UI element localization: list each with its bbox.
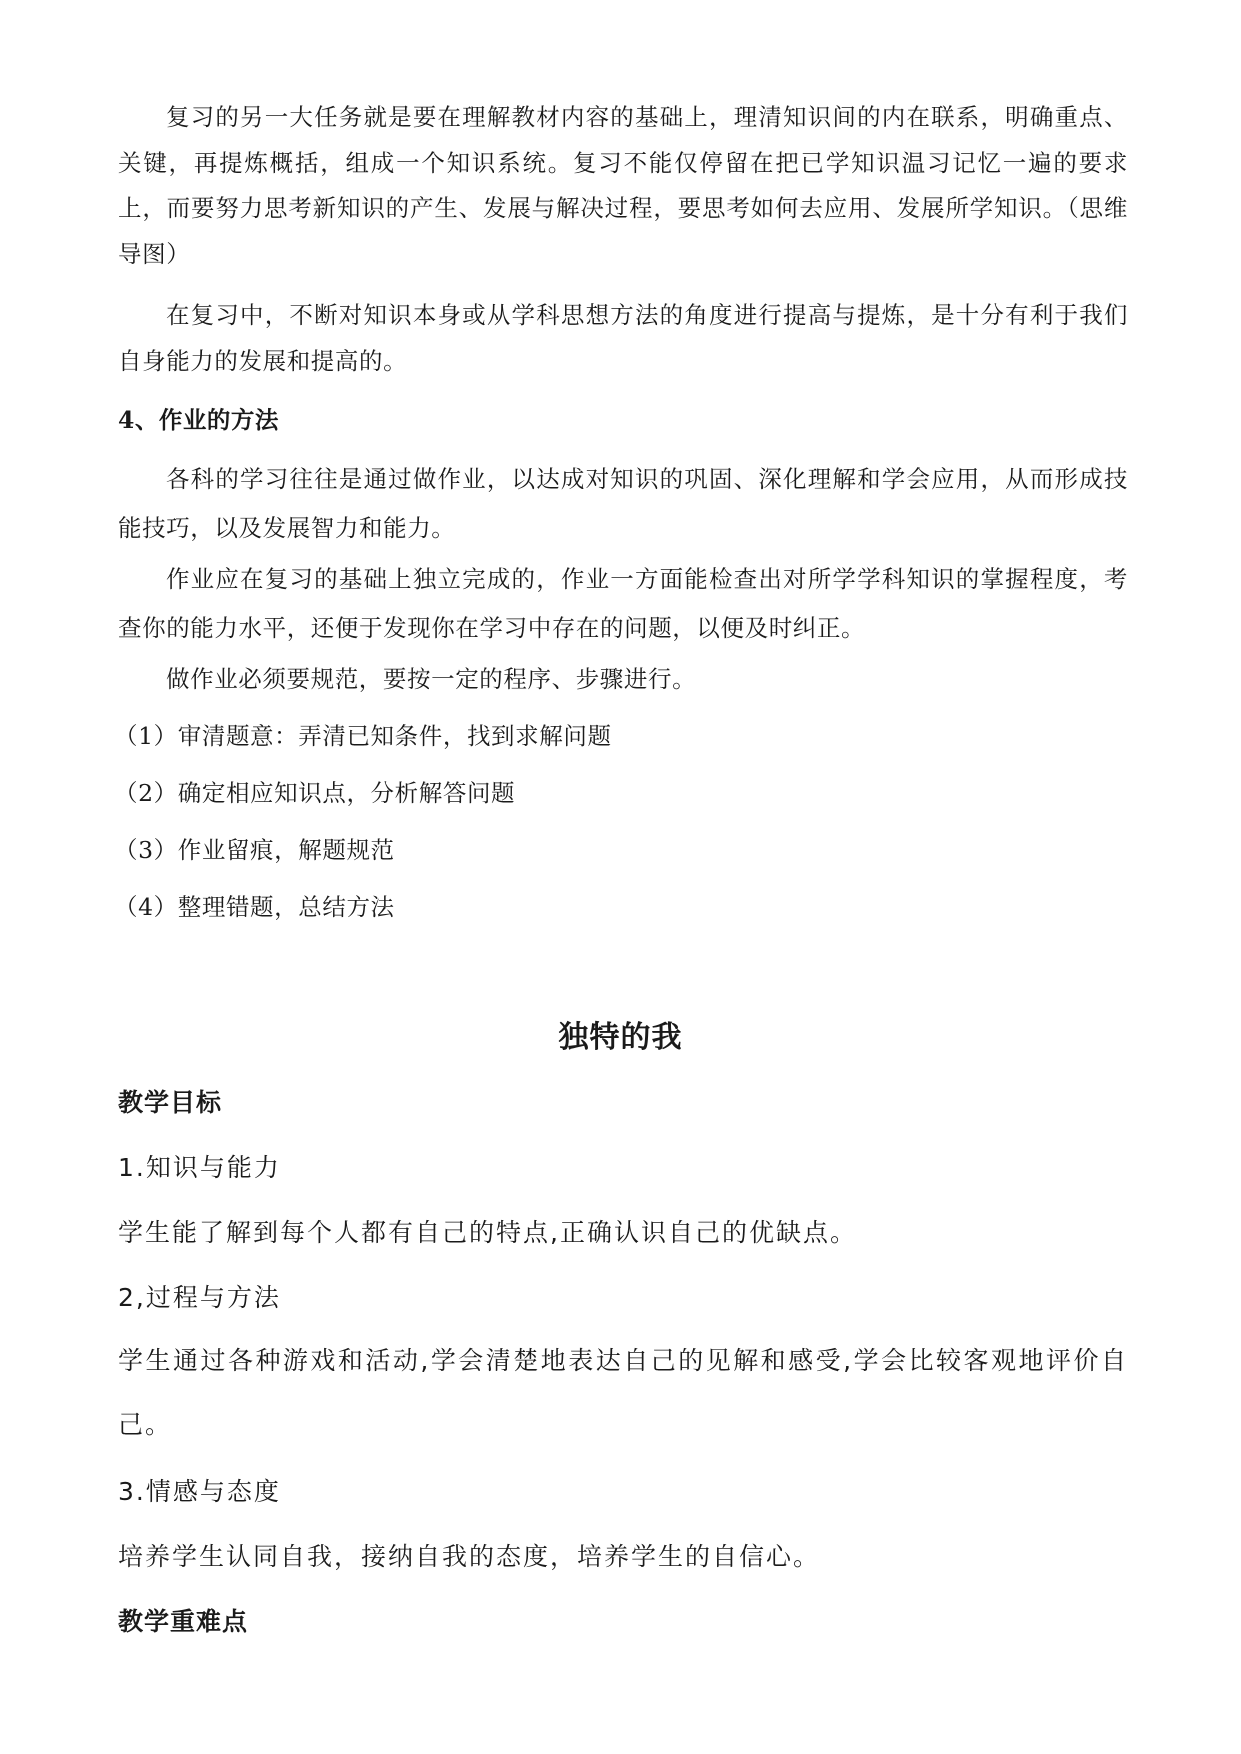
key-points-heading: 教学重难点	[118, 1607, 249, 1636]
objectives-heading: 教学目标	[118, 1088, 223, 1117]
objective-3-heading: 3.情感与态度	[118, 1477, 281, 1506]
homework-step-2: （2）确定相应知识点，分析解答问题	[114, 779, 516, 807]
lesson-title: 独特的我	[558, 1020, 683, 1055]
homework-step-3: （3）作业留痕，解题规范	[114, 836, 395, 864]
homework-paragraph-2: 作业应在复习的基础上独立完成的，作业一方面能检查出对所学学科知识的掌握程度，考查你的能力水平，还便于发现你在学习中存在的问题，以便及时纠正。	[118, 565, 1128, 642]
homework-method-heading: 4、作业的方法	[118, 406, 279, 434]
homework-step-1: （1）审清题意：弄清已知条件，找到求解问题	[114, 722, 612, 750]
homework-step-4: （4）整理错题，总结方法	[114, 893, 395, 921]
objective-2-heading: 2,过程与方法	[118, 1283, 281, 1312]
objective-3-text: 培养学生认同自我，接纳自我的态度，培养学生的自信心。	[118, 1542, 821, 1571]
homework-paragraph-3: 做作业必须要规范，要按一定的程序、步骤进行。	[166, 665, 697, 693]
objective-2-text: 学生通过各种游戏和活动,学会清楚地表达自己的见解和感受,学会比较客观地评价自己。	[118, 1346, 1128, 1439]
review-paragraph-2: 在复习中，不断对知识本身或从学科思想方法的角度进行提高与提炼，是十分有利于我们自身能力的发展和提高的。	[118, 301, 1128, 375]
homework-paragraph-1: 各科的学习往往是通过做作业，以达成对知识的巩固、深化理解和学会应用，从而形成技能技巧，以及发展智力和能力。	[118, 465, 1128, 542]
objective-1-text: 学生能了解到每个人都有自己的特点,正确认识自己的优缺点。	[118, 1218, 857, 1247]
objective-1-heading: 1.知识与能力	[118, 1153, 281, 1182]
review-paragraph-1: 复习的另一大任务就是要在理解教材内容的基础上，理清知识间的内在联系，明确重点、关键，再提炼概括，组成一个知识系统。复习不能仅停留在把已学知识温习记忆一遍的要求上，而要努力思考新知识的产生、发展与解决过程，要思考如何去应用、发展所学知识。（思维导图）	[118, 103, 1128, 268]
